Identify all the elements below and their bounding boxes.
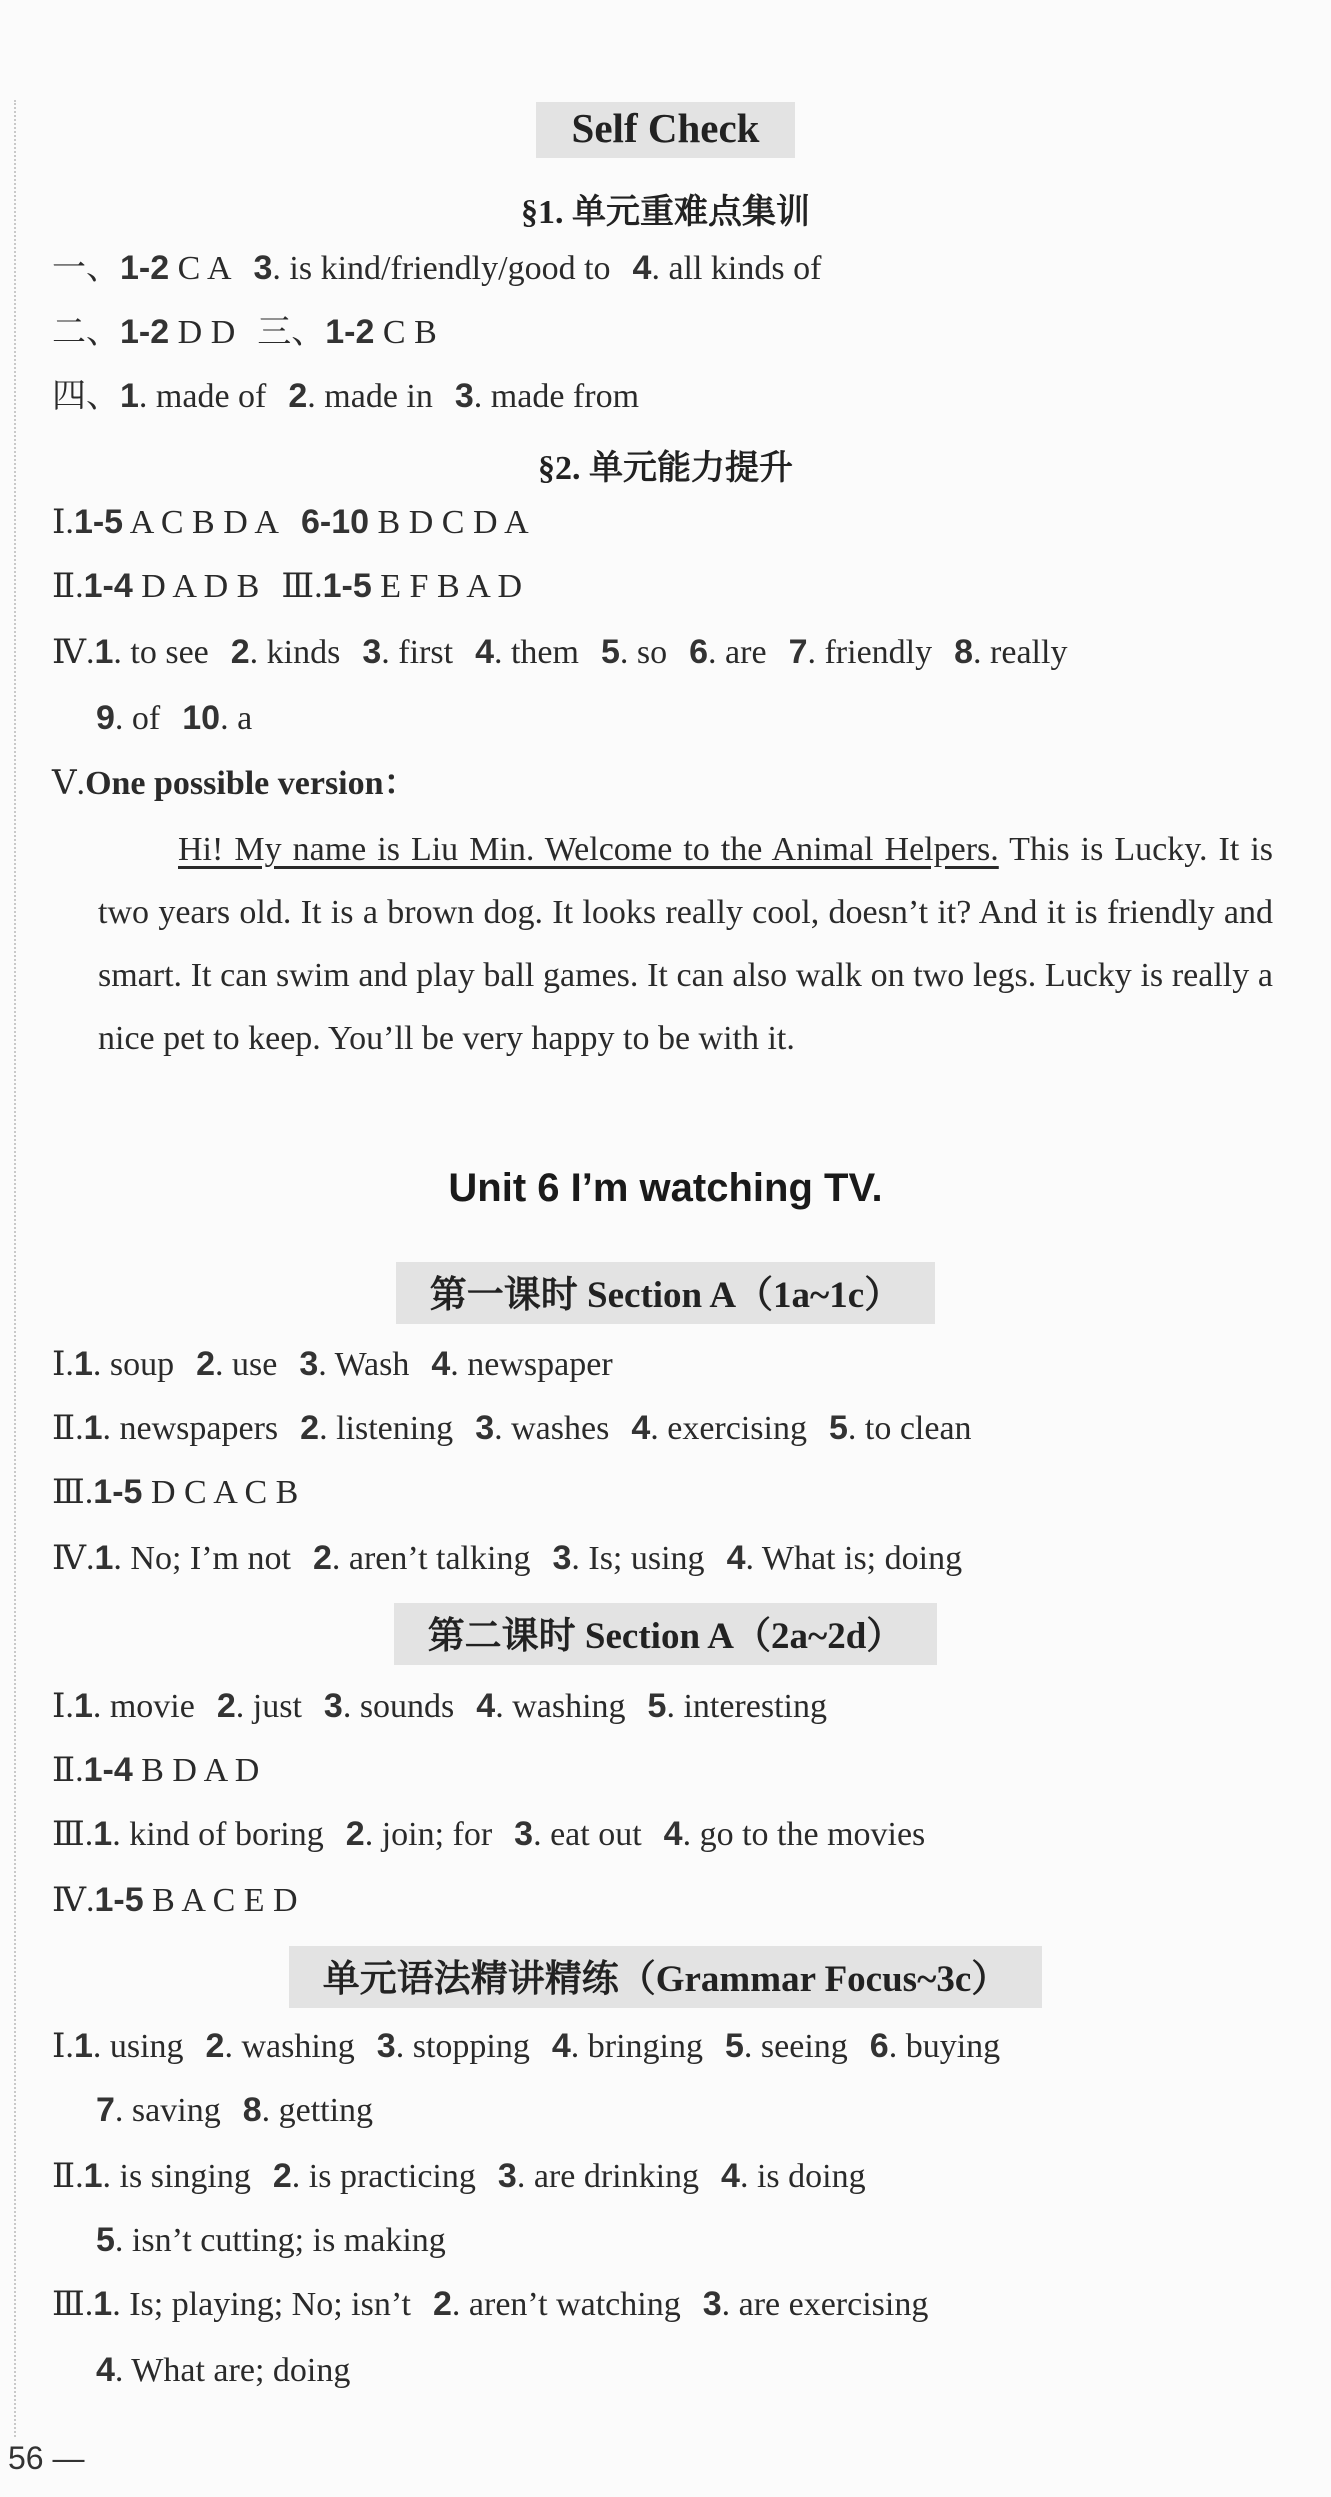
answer-item xyxy=(703,2286,929,2323)
answer-number: 6 xyxy=(869,2027,889,2065)
writing-task-heading xyxy=(52,764,418,804)
answer-number: 2 xyxy=(312,1539,332,1577)
answer-item xyxy=(725,2028,848,2065)
grammar-banner: 单元语法精讲精练（Grammar Focus~3c） xyxy=(289,1946,1043,2008)
answer-text: B D C D A xyxy=(369,504,529,541)
answer-text: . are xyxy=(708,634,767,671)
answer-number: 1 xyxy=(93,1815,113,1853)
question-group-label: Ⅰ. xyxy=(52,2028,74,2065)
answer-number: 5 xyxy=(647,1687,667,1725)
question-group-label: Ⅲ. xyxy=(52,2286,94,2323)
answer-item xyxy=(182,700,252,737)
question-group-label: Ⅲ. xyxy=(52,1474,94,1511)
answer-text: E F B A D xyxy=(371,568,522,605)
answer-number: 5 xyxy=(600,633,620,671)
answer-text: . isn’t cutting; is making xyxy=(114,2222,446,2259)
lesson-2-banner: 第二课时 Section A（2a~2d） xyxy=(394,1603,938,1665)
answer-item xyxy=(254,250,611,287)
answer-item xyxy=(455,378,639,415)
question-group-label: Ⅲ. xyxy=(52,1816,94,1853)
answer-number: 3 xyxy=(362,633,382,671)
answer-line xyxy=(52,2026,1000,2067)
answer-number: 4 xyxy=(663,1815,683,1853)
answer-line xyxy=(52,1814,925,1855)
answer-number: 3 xyxy=(514,1815,534,1853)
answer-item xyxy=(631,1410,807,1447)
answer-line xyxy=(52,1686,827,1727)
answer-item xyxy=(52,1882,298,1919)
answer-text: . Wash xyxy=(318,1346,410,1383)
answer-number: 2 xyxy=(345,1815,365,1853)
answer-number: 4 xyxy=(96,2351,115,2389)
answer-text: . newspapers xyxy=(102,1410,279,1447)
answer-item xyxy=(52,1540,291,1577)
lesson-1-banner-row xyxy=(0,1262,1331,1324)
answer-number: 1 xyxy=(94,1539,114,1577)
answer-number: 1 xyxy=(120,377,139,415)
answer-text: . of xyxy=(114,700,161,737)
answer-item xyxy=(96,2222,446,2259)
answer-line xyxy=(52,2284,928,2325)
answer-text: D C A C B xyxy=(142,1474,299,1511)
answer-item xyxy=(377,2028,530,2065)
answer-number: 8 xyxy=(954,633,974,671)
answer-number: 1 xyxy=(94,633,114,671)
answer-item xyxy=(829,1410,972,1447)
answer-item xyxy=(96,2092,221,2129)
answer-item xyxy=(870,2028,1000,2065)
answer-text: D D xyxy=(169,314,236,351)
answer-text: . washing xyxy=(495,1688,626,1725)
answer-text: . Is; playing; No; isn’t xyxy=(112,2286,411,2323)
answer-text: . so xyxy=(619,634,668,671)
answer-text: . exercising xyxy=(650,1410,807,1447)
answer-number: 1 xyxy=(83,2157,103,2195)
essay-opening: Hi! My name is Liu Min. Welcome to the Animal Helpers. xyxy=(178,831,999,868)
answer-text: . getting xyxy=(261,2092,374,2129)
answer-item xyxy=(601,634,667,671)
answer-item xyxy=(954,634,1067,671)
answer-item xyxy=(633,250,822,287)
answer-number: 4 xyxy=(431,1345,451,1383)
lesson-1-banner: 第一课时 Section A（1a~1c） xyxy=(396,1262,935,1324)
question-group-label: Ⅳ. xyxy=(52,634,95,671)
answer-number: 4 xyxy=(721,2157,740,2195)
answer-number: 3 xyxy=(454,377,474,415)
answer-line xyxy=(96,2220,446,2261)
answer-item xyxy=(301,504,529,541)
answer-number: 3 xyxy=(323,1687,343,1725)
answer-item xyxy=(727,1540,963,1577)
answer-number: 1-4 xyxy=(83,567,133,605)
answer-number: 9 xyxy=(96,699,115,737)
answer-item xyxy=(196,1346,277,1383)
answer-text: . Is; using xyxy=(571,1540,705,1577)
answer-line xyxy=(52,1538,962,1579)
answer-text: . is kind/friendly/good to xyxy=(272,250,611,287)
answer-number: 7 xyxy=(788,633,808,671)
answer-number: 6-10 xyxy=(300,503,370,541)
answer-number: 5 xyxy=(828,1409,848,1447)
answer-line xyxy=(52,376,639,417)
answer-number: 5 xyxy=(96,2221,115,2259)
grammar-banner-row xyxy=(0,1946,1331,2008)
page-number: 56 xyxy=(8,2440,44,2476)
answer-item xyxy=(52,1410,278,1447)
answer-item xyxy=(217,1688,302,1725)
answer-text: . stopping xyxy=(395,2028,530,2065)
question-group-label: Ⅱ. xyxy=(52,1410,84,1447)
answer-number: 3 xyxy=(552,1539,572,1577)
answer-text: . are drinking xyxy=(516,2158,700,2195)
answer-line xyxy=(52,1750,259,1791)
answer-item xyxy=(52,634,209,671)
answer-item xyxy=(52,378,266,415)
answer-number: 1-4 xyxy=(83,1751,133,1789)
answer-text: . buying xyxy=(888,2028,1001,2065)
answer-text: . first xyxy=(381,634,454,671)
answer-text: . go to the movies xyxy=(682,1816,926,1853)
question-group-label: Ⅰ. xyxy=(52,504,74,541)
answer-number: 8 xyxy=(242,2091,262,2129)
question-group-label: Ⅱ. xyxy=(52,568,84,605)
answer-number: 1-2 xyxy=(120,313,170,351)
answer-item xyxy=(300,1410,453,1447)
answer-number: 1 xyxy=(73,1687,93,1725)
answer-item xyxy=(476,1688,625,1725)
answer-text: . a xyxy=(220,700,253,737)
answer-number: 6 xyxy=(689,633,709,671)
answer-text: . listening xyxy=(319,1410,454,1447)
answer-text: . sounds xyxy=(342,1688,455,1725)
answer-text: . using xyxy=(92,2028,184,2065)
section-2-heading: §2. 单元能力提升 xyxy=(538,450,793,487)
answer-line xyxy=(52,312,437,353)
answer-number: 4 xyxy=(631,1409,651,1447)
answer-text: D A D B xyxy=(132,568,260,605)
essay-body: This is Lucky. It is two years old. It is a brown dog. It looks really cool, doesn’t it? And it is friendly and smart. It can swim and play ball games. It can also walk on two legs. Lucky is really a nice pet to keep. You’ll be very happy to be with it. xyxy=(98,831,1274,1057)
answer-text: . washes xyxy=(494,1410,610,1447)
answer-number: 1-2 xyxy=(325,313,375,351)
answer-text: . aren’t watching xyxy=(451,2286,681,2323)
answer-text: . aren’t talking xyxy=(331,1540,531,1577)
answer-text: C B xyxy=(374,314,437,351)
answer-line xyxy=(52,1472,298,1513)
question-group-label: Ⅰ. xyxy=(52,1346,74,1383)
answer-text: . all kinds of xyxy=(651,250,822,287)
answer-text: . use xyxy=(215,1346,278,1383)
answer-text: . kind of boring xyxy=(112,1816,324,1853)
answer-text: . What are; doing xyxy=(114,2352,351,2389)
answer-item xyxy=(52,1346,174,1383)
answer-number: 3 xyxy=(376,2027,396,2065)
model-essay xyxy=(98,818,1273,1070)
answer-number: 2 xyxy=(288,377,308,415)
answer-number: 1-2 xyxy=(120,249,170,287)
answer-item xyxy=(324,1688,454,1725)
answer-item xyxy=(52,314,235,351)
answer-line xyxy=(52,566,522,607)
answer-item xyxy=(281,568,522,605)
answer-number: 4 xyxy=(551,2027,571,2065)
answer-item xyxy=(231,634,341,671)
answer-line xyxy=(96,2090,373,2131)
question-group-label: 二、 xyxy=(52,314,120,351)
answer-text: . to see xyxy=(113,634,209,671)
answer-text: . What is; doing xyxy=(745,1540,963,1577)
answer-item xyxy=(52,504,279,541)
answer-item xyxy=(52,1688,195,1725)
answer-item xyxy=(52,2028,184,2065)
answer-number: 4 xyxy=(726,1539,746,1577)
question-group-label: 三、 xyxy=(257,314,326,351)
answer-number: 2 xyxy=(216,1687,236,1725)
answer-number: 2 xyxy=(205,2027,225,2065)
answer-number: 2 xyxy=(272,2157,292,2195)
answer-item xyxy=(514,1816,642,1853)
footer-dash: — xyxy=(52,2440,85,2476)
answer-line xyxy=(96,2350,350,2391)
answer-text: . is singing xyxy=(102,2158,251,2195)
answer-item xyxy=(96,2352,350,2389)
answer-text: . seeing xyxy=(743,2028,848,2065)
answer-item xyxy=(648,1688,827,1725)
answer-item xyxy=(243,2092,373,2129)
answer-item xyxy=(52,1752,259,1789)
answer-text: . made from xyxy=(473,378,640,415)
answer-item xyxy=(52,568,259,605)
answer-number: 1 xyxy=(93,2285,113,2323)
answer-text: B D A D xyxy=(132,1752,260,1789)
answer-item xyxy=(288,378,433,415)
answer-text: A C B D A xyxy=(123,504,279,541)
question-group-label: Ⅳ. xyxy=(52,1882,95,1919)
answer-number: 1 xyxy=(73,2027,93,2065)
section-1-heading: §1. 单元重难点集训 xyxy=(521,194,810,231)
answer-line xyxy=(52,2156,866,2197)
answer-item xyxy=(313,1540,531,1577)
answer-item xyxy=(552,2028,703,2065)
answer-number: 2 xyxy=(300,1409,320,1447)
lesson-2-banner-row xyxy=(0,1603,1331,1665)
answer-text: . join; for xyxy=(364,1816,493,1853)
answer-text: . kinds xyxy=(249,634,341,671)
answer-text: . interesting xyxy=(666,1688,827,1725)
answer-item xyxy=(52,2286,411,2323)
answer-line xyxy=(52,248,821,289)
answer-item xyxy=(52,1474,298,1511)
answer-line xyxy=(96,698,252,739)
answer-number: 3 xyxy=(253,249,273,287)
answer-text: . made in xyxy=(307,378,433,415)
answer-item xyxy=(689,634,766,671)
answer-item xyxy=(433,2286,681,2323)
answer-item xyxy=(498,2158,699,2195)
answer-text: . saving xyxy=(114,2092,221,2129)
answer-text: . eat out xyxy=(533,1816,642,1853)
question-group-label: Ⅰ. xyxy=(52,1688,74,1725)
question-group-label: 一、 xyxy=(52,250,120,287)
answer-item xyxy=(206,2028,355,2065)
answer-text: . soup xyxy=(92,1346,175,1383)
answer-text: . just xyxy=(235,1688,302,1725)
answer-text: . bringing xyxy=(570,2028,703,2065)
answer-text: C A xyxy=(169,250,232,287)
answer-number: 1 xyxy=(83,1409,103,1447)
answer-line xyxy=(52,1408,972,1449)
question-group-label: Ⅱ. xyxy=(52,2158,84,2195)
answer-text: B A C E D xyxy=(143,1882,298,1919)
answer-item xyxy=(475,634,579,671)
answer-item xyxy=(52,1816,324,1853)
answer-text: . No; I’m not xyxy=(113,1540,291,1577)
answer-number: 5 xyxy=(724,2027,744,2065)
answer-item xyxy=(362,634,453,671)
answer-item xyxy=(52,250,232,287)
answer-item xyxy=(299,1346,409,1383)
answer-number: 4 xyxy=(476,1687,496,1725)
answer-number: 3 xyxy=(497,2157,517,2195)
answer-text: . to clean xyxy=(847,1410,972,1447)
answer-number: 2 xyxy=(196,1345,216,1383)
answer-text: . is practicing xyxy=(291,2158,476,2195)
unit-title: Unit 6 I’m watching TV. xyxy=(448,1166,883,1210)
question-group-label: 四、 xyxy=(52,378,120,415)
answer-number: 1-5 xyxy=(94,1881,144,1919)
answer-number: 1-5 xyxy=(322,567,372,605)
answer-number: 2 xyxy=(432,2285,452,2323)
answer-item xyxy=(721,2158,866,2195)
answer-line xyxy=(52,502,529,543)
answer-item xyxy=(346,1816,492,1853)
question-group-label: Ⅱ. xyxy=(52,1752,84,1789)
answer-number: 2 xyxy=(230,633,250,671)
answer-text: . them xyxy=(493,634,579,671)
self-check-banner-row xyxy=(0,102,1331,158)
answer-line xyxy=(52,1344,613,1385)
answer-number: 3 xyxy=(475,1409,495,1447)
answer-line xyxy=(52,1880,298,1921)
answer-number: 3 xyxy=(299,1345,319,1383)
answer-item xyxy=(552,1540,704,1577)
answer-text: . washing xyxy=(224,2028,355,2065)
answer-item xyxy=(52,2158,251,2195)
answer-text: . made of xyxy=(138,378,267,415)
writing-task-label: Ⅴ. xyxy=(52,765,86,802)
answer-item xyxy=(789,634,933,671)
answer-number: 4 xyxy=(475,633,494,671)
answer-item xyxy=(431,1346,612,1383)
answer-text: . are exercising xyxy=(721,2286,929,2323)
answer-line xyxy=(52,632,1067,673)
answer-item xyxy=(664,1816,926,1853)
question-group-label: Ⅳ. xyxy=(52,1540,95,1577)
answer-number: 7 xyxy=(96,2091,115,2129)
answer-number: 1-5 xyxy=(73,503,124,541)
answer-number: 3 xyxy=(702,2285,722,2323)
answer-text: . friendly xyxy=(807,634,933,671)
writing-task-title: One possible version： xyxy=(85,765,418,802)
answer-number: 10 xyxy=(182,699,221,737)
answer-number: 1-5 xyxy=(93,1473,143,1511)
answer-text: . movie xyxy=(92,1688,195,1725)
answer-number: 1 xyxy=(73,1345,93,1383)
answer-item xyxy=(273,2158,476,2195)
answer-text: . really xyxy=(973,634,1068,671)
answer-item xyxy=(96,700,160,737)
page-footer xyxy=(8,2440,84,2477)
answer-item xyxy=(475,1410,609,1447)
answer-text: . newspaper xyxy=(450,1346,613,1383)
answer-number: 4 xyxy=(632,249,652,287)
answer-item xyxy=(257,314,437,351)
answer-text: . is doing xyxy=(739,2158,866,2195)
self-check-banner: Self Check xyxy=(536,102,796,158)
question-group-label: Ⅲ. xyxy=(281,568,323,605)
